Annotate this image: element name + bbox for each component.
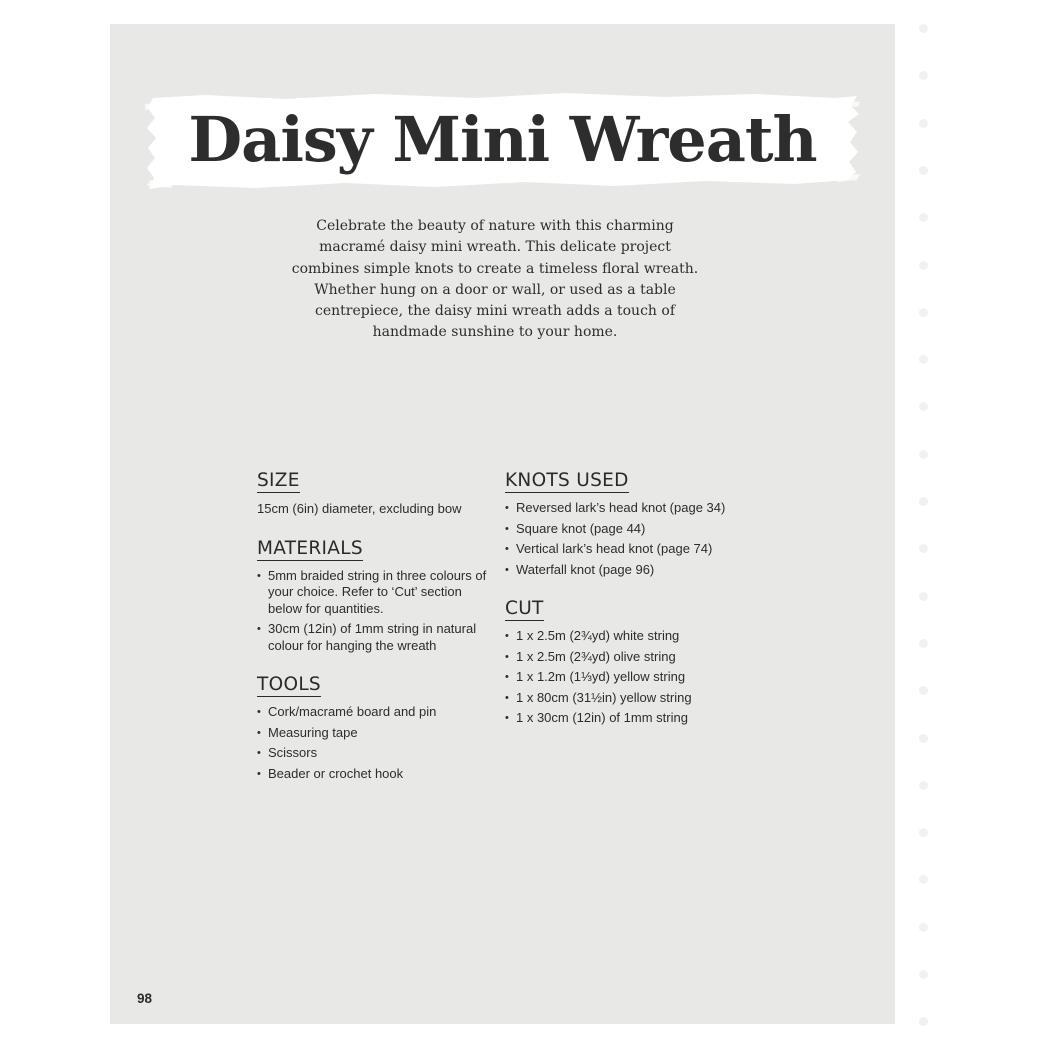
edge-dot bbox=[919, 781, 928, 790]
tools-section bbox=[257, 674, 497, 782]
list-item: • 30cm (12in) of 1mm string in natural colour for hanging the wreath bbox=[257, 621, 497, 654]
list-item: • Scissors bbox=[257, 745, 497, 762]
size-heading: SIZE bbox=[257, 470, 300, 491]
list-item: • Beader or crochet hook bbox=[257, 766, 497, 783]
knots-section bbox=[505, 470, 765, 578]
list-item: • Reversed lark’s head knot (page 34) bbox=[505, 500, 765, 517]
edge-dot bbox=[919, 166, 928, 175]
left-column bbox=[257, 470, 497, 802]
edge-dot bbox=[919, 355, 928, 364]
edge-dot bbox=[919, 734, 928, 743]
page-number: 98 bbox=[137, 991, 153, 1006]
list-item: • Vertical lark’s head knot (page 74) bbox=[505, 541, 765, 558]
edge-dot bbox=[919, 119, 928, 128]
edge-dot bbox=[919, 450, 928, 459]
list-item: • Square knot (page 44) bbox=[505, 521, 765, 538]
edge-dot bbox=[919, 592, 928, 601]
list-item: • Waterfall knot (page 96) bbox=[505, 562, 765, 579]
tools-list bbox=[257, 704, 497, 782]
list-item: • 1 x 30cm (12in) of 1mm string bbox=[505, 710, 765, 727]
edge-dot bbox=[919, 308, 928, 317]
cut-list bbox=[505, 628, 765, 727]
list-item: • 5mm braided string in three colours of your choice. Refer to ‘Cut’ section below for quantities. bbox=[257, 568, 497, 618]
edge-dot bbox=[919, 875, 928, 884]
edge-dot bbox=[919, 970, 928, 979]
knots-heading: KNOTS USED bbox=[505, 470, 629, 491]
knots-list bbox=[505, 500, 765, 578]
edge-dot bbox=[919, 544, 928, 553]
page-title: Daisy Mini Wreath bbox=[188, 103, 817, 176]
cut-heading: CUT bbox=[505, 598, 544, 619]
intro-paragraph: Celebrate the beauty of nature with this charming macramé daisy mini wreath. This delicate project combines simple knots to create a timeless floral wreath. Whether hung on a door or wall, or used as a table centrepiece, the daisy mini wreath adds a touch of handmade sunshine to your home. bbox=[291, 218, 699, 341]
list-item: • Measuring tape bbox=[257, 725, 497, 742]
edge-dot bbox=[919, 1017, 928, 1026]
list-item: • 1 x 1.2m (1⅓yd) yellow string bbox=[505, 669, 765, 686]
size-section bbox=[257, 470, 497, 518]
edge-dot bbox=[919, 828, 928, 837]
edge-dot bbox=[919, 402, 928, 411]
edge-dot bbox=[919, 639, 928, 648]
edge-dot bbox=[919, 213, 928, 222]
cut-section bbox=[505, 598, 765, 727]
edge-dot bbox=[919, 24, 928, 33]
edge-dot bbox=[919, 261, 928, 270]
materials-section bbox=[257, 538, 497, 655]
list-item: • Cork/macramé board and pin bbox=[257, 704, 497, 721]
page-edge-dots bbox=[917, 24, 931, 1034]
list-item: • 1 x 2.5m (2¾yd) white string bbox=[505, 628, 765, 645]
list-item: • 1 x 80cm (31½in) yellow string bbox=[505, 690, 765, 707]
edge-dot bbox=[919, 923, 928, 932]
edge-dot bbox=[919, 497, 928, 506]
edge-dot bbox=[919, 71, 928, 80]
edge-dot bbox=[919, 686, 928, 695]
tools-heading: TOOLS bbox=[257, 674, 321, 695]
right-column bbox=[505, 470, 765, 747]
list-item: • 1 x 2.5m (2¾yd) olive string bbox=[505, 649, 765, 666]
size-text: 15cm (6in) diameter, excluding bow bbox=[257, 501, 462, 516]
materials-list bbox=[257, 568, 497, 655]
materials-heading: MATERIALS bbox=[257, 537, 363, 559]
